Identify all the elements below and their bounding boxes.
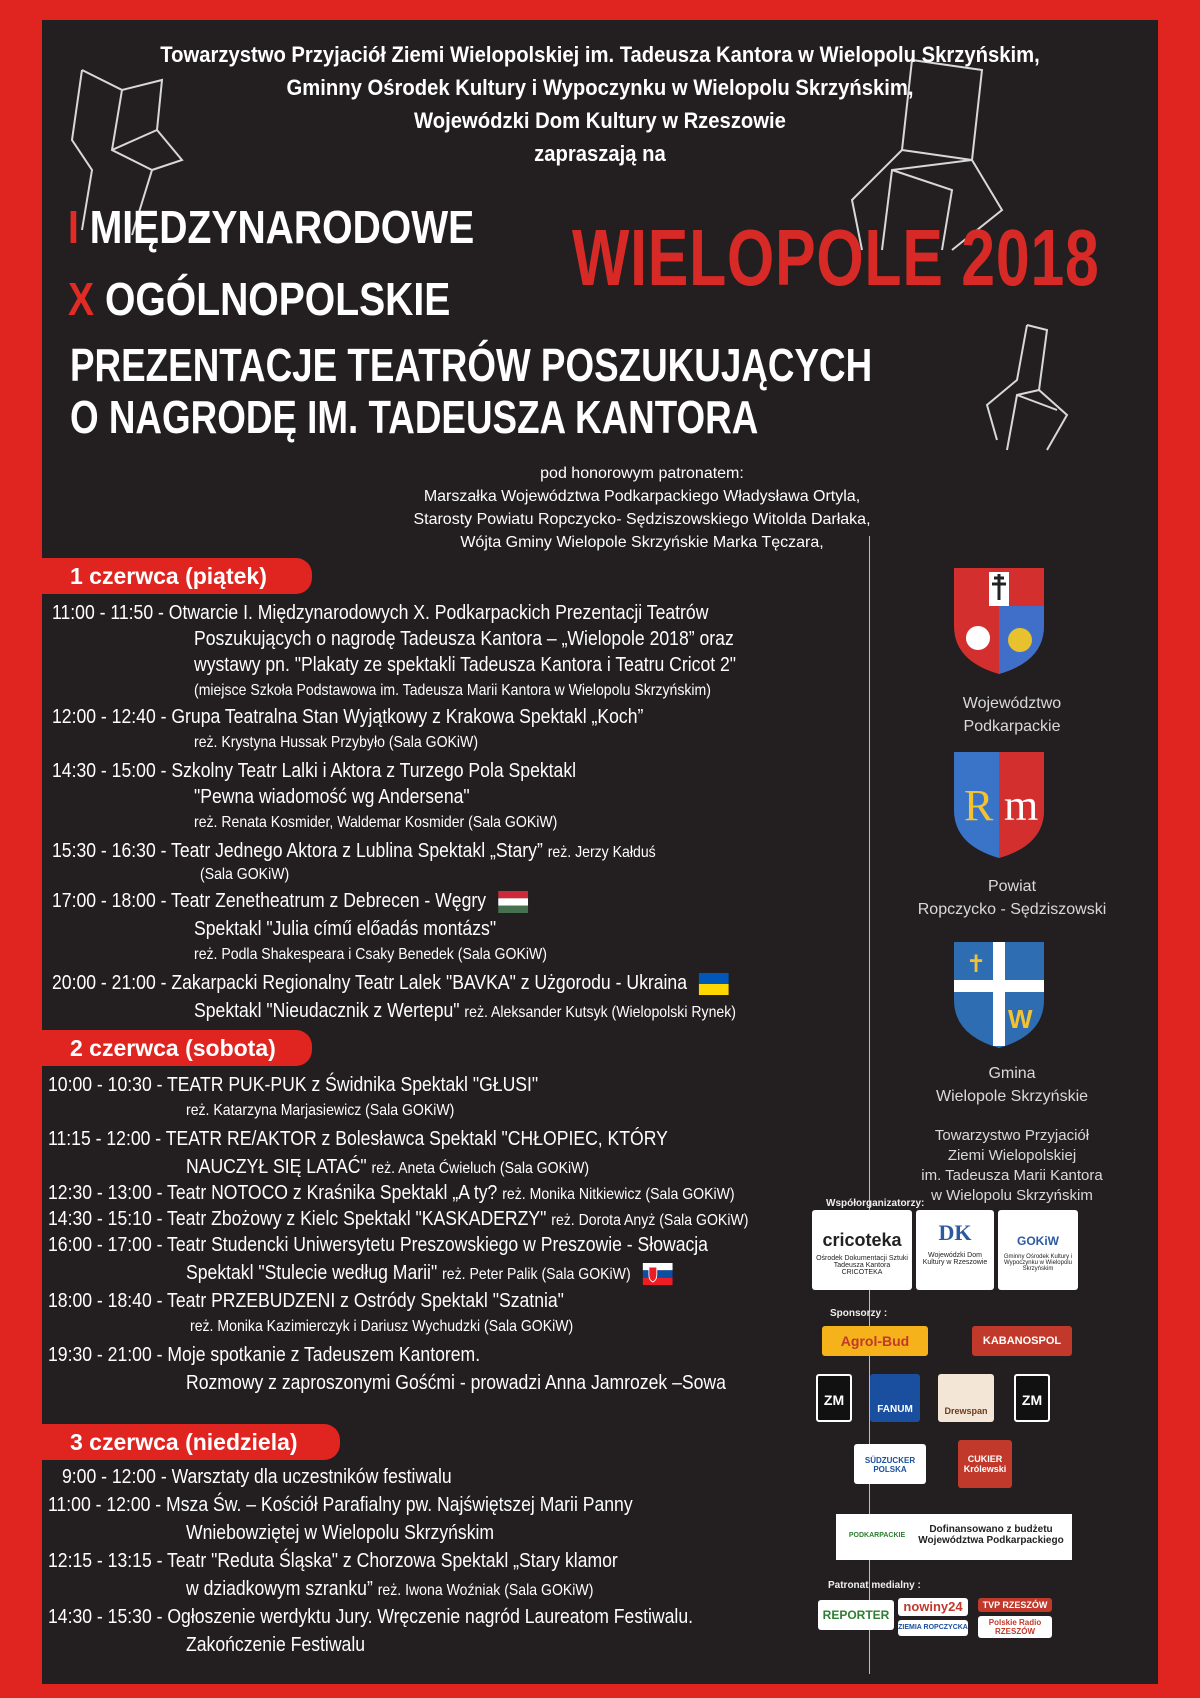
schedule-line: [52, 890, 528, 913]
caption-line: Towarzystwo Przyjaciół: [934, 1127, 1090, 1144]
schedule-line: 11:00 - 11:50 - Otwarcie I. Międzynarodowych X. Podkarpackich Prezentacji Teatrów: [52, 602, 709, 624]
schedule-line: 16:00 - 17:00 - Teatr Studencki Uniwersytetu Preszowskiego w Preszowie - Słowacja: [48, 1234, 708, 1256]
svg-text:R: R: [964, 781, 994, 830]
ziemia-ropczycka-logo: ZIEMIA ROPCZYCKA: [898, 1620, 968, 1636]
title-line-2: [68, 272, 450, 326]
schedule-line: Rozmowy z zaproszonymi Gośćmi - prowadzi Anna Jamrozek –Sowa: [186, 1372, 726, 1394]
caption-towarzystwo: [882, 1126, 1142, 1206]
caption-powiat: [882, 875, 1142, 921]
column-divider: [869, 536, 870, 1674]
schedule-line: [186, 1578, 593, 1601]
caption-line: Podkarpackie: [963, 718, 1061, 735]
schedule-text: 17:00 - 18:00 - Teatr Zenetheatrum z Debrecen - Węgry: [52, 890, 487, 912]
schedule-line: 10:00 - 10:30 - TEATR PUK-PUK z Świdnika Spektakl "GŁUSI": [48, 1074, 539, 1096]
zm-logo-2: ZM: [1014, 1374, 1050, 1422]
title-text: OGÓLNOPOLSKIE: [104, 273, 451, 325]
title-text: MIĘDZYNARODOWE: [89, 201, 475, 253]
nowiny24-logo: nowiny24: [898, 1598, 968, 1616]
logo-subtext: Ośrodek Dokumentacji Sztuki Tadeusza Kantora CRICOTEKA: [816, 1255, 908, 1276]
schedule-line: reż. Monika Kazimierczyk i Dariusz Wychudzki (Sala GOKiW): [190, 1318, 574, 1335]
svg-text:m: m: [1004, 781, 1039, 830]
tvp-rzeszow-logo: TVP RZESZÓW: [978, 1598, 1052, 1612]
caption-line: Województwo: [962, 695, 1062, 712]
kabanospol-logo: KABANOSPOL: [972, 1326, 1072, 1356]
schedule-text: NAUCZYŁ SIĘ LATAĆ": [186, 1156, 367, 1178]
organizer-line: zapraszają na: [534, 141, 666, 166]
schedule-text: 15:30 - 16:30 - Teatr Jednego Aktora z Lublina Spektakl „Stary”: [52, 840, 543, 862]
schedule-text: Spektakl "Nieudacznik z Wertepu": [194, 1000, 460, 1022]
caption-line: Gmina: [988, 1065, 1036, 1082]
day-heading: 3 czerwca (niedziela): [42, 1424, 340, 1460]
caption-line: im. Tadeusza Marii Kantora: [921, 1167, 1103, 1184]
schedule-line: Zakończenie Festiwalu: [186, 1634, 366, 1656]
organizer-line: Wojewódzki Dom Kultury w Rzeszowie: [414, 108, 786, 133]
cukier-krolewski-logo: CUKIER Królewski: [958, 1440, 1012, 1488]
caption-line: Ziemi Wielopolskiej: [947, 1147, 1077, 1164]
schedule-line: 9:00 - 12:00 - Warsztaty dla uczestników festiwalu: [62, 1466, 452, 1488]
schedule-line: [48, 1208, 748, 1231]
director-text: reż. Aneta Ćwieluch (Sala GOKiW): [371, 1160, 590, 1177]
schedule-line: [186, 1156, 589, 1179]
sponsors-label: Sponsorzy :: [830, 1308, 888, 1319]
coorganizers-label: Współorganizatorzy:: [826, 1198, 925, 1209]
schedule-text: 14:30 - 15:10 - Teatr Zbożowy z Kielc Spektakl "KASKADERZY": [48, 1208, 547, 1230]
patronage: [242, 462, 1042, 554]
svg-text:✝: ✝: [966, 951, 987, 978]
director-text: reż. Iwona Woźniak (Sala GOKiW): [377, 1582, 594, 1599]
gmina-coat-of-arms-icon: [952, 940, 1046, 1050]
polskie-radio-rzeszow-logo: Polskie Radio RZESZÓW: [978, 1616, 1052, 1638]
poster: [42, 20, 1158, 1684]
sudzucker-logo: SÜDZUCKER POLSKA: [854, 1444, 926, 1484]
schedule-line: 14:30 - 15:00 - Szkolny Teatr Lalki i Aktora z Turzego Pola Spektakl: [52, 760, 577, 782]
dofinansowano-text: Dofinansowano z budżetu Województwa Podkarpackiego: [918, 1524, 1064, 1546]
title-text: PREZENTACJE TEATRÓW POSZUKUJĄCYCH: [70, 339, 873, 391]
director-text: reż. Aleksander Kutsyk (Wielopolski Rynek): [464, 1004, 736, 1021]
zm-logo-1: ZM: [816, 1374, 852, 1422]
day-heading: 2 czerwca (sobota): [42, 1030, 312, 1066]
schedule-line: 14:30 - 15:30 - Ogłoszenie werdyktu Jury. Wręczenie nagród Laureatom Festiwalu.: [48, 1606, 694, 1628]
director-text: reż. Dorota Anyż (Sala GOKiW): [551, 1212, 749, 1229]
schedule-line: Spektakl "Julia című előadás montázs": [194, 918, 497, 940]
agrolbud-logo: Agrol-Bud: [822, 1326, 928, 1356]
day-heading: 1 czerwca (piątek): [42, 558, 312, 594]
podkarpackie-coat-of-arms-icon: [952, 566, 1046, 676]
patronage-line: Wójta Gminy Wielopole Skrzyńskie Marka Tęczara,: [460, 534, 824, 551]
schedule-text: Spektakl "Stulecie według Marii": [186, 1262, 438, 1284]
schedule-line: (Sala GOKiW): [200, 866, 290, 883]
caption-line: Powiat: [987, 878, 1037, 895]
schedule-line: 19:30 - 21:00 - Moje spotkanie z Tadeuszem Kantorem.: [48, 1344, 481, 1366]
schedule-line: [186, 1262, 673, 1285]
schedule-line: wystawy pn. "Plakaty ze spektakli Tadeusza Kantora i Teatru Cricot 2": [194, 654, 737, 676]
title-numeral-i: I: [68, 201, 79, 253]
organizer-line: Gminny Ośrodek Kultury i Wypoczynku w Wielopolu Skrzyńskim,: [286, 75, 914, 100]
schedule-line: Poszukujących o nagrodę Tadeusza Kantora – „Wielopole 2018” oraz: [194, 628, 734, 650]
caption-line: w Wielopolu Skrzyńskim: [931, 1187, 1093, 1204]
wdk-logo: [916, 1210, 994, 1290]
caption-line: Ropczycko - Sędziszowski: [917, 901, 1107, 918]
schedule-text: 12:30 - 13:00 - Teatr NOTOCO z Kraśnika Spektakl „A ty?: [48, 1182, 498, 1204]
schedule-line: [194, 1000, 736, 1023]
patronage-line: Starosty Powiatu Ropczycko- Sędziszowskiego Witolda Darłaka,: [413, 511, 871, 528]
schedule-line: [52, 972, 729, 995]
schedule-line: "Pewna wiadomość wg Andersena": [194, 786, 470, 808]
schedule-line: [52, 840, 656, 863]
fanum-logo: FANUM: [870, 1374, 920, 1422]
schedule-line: reż. Katarzyna Marjasiewicz (Sala GOKiW): [186, 1102, 455, 1119]
ukraine-flag-icon: [699, 973, 729, 995]
gokiw-logo: [998, 1210, 1078, 1290]
director-text: reż. Jerzy Kałduś: [547, 844, 656, 861]
patronage-line: Marszałka Województwa Podkarpackiego Władysława Ortyla,: [423, 488, 861, 505]
title-line-3: [70, 338, 872, 392]
hungary-flag-icon: [498, 891, 528, 913]
slovakia-flag-icon: [643, 1263, 673, 1285]
schedule-line: Wniebowziętej w Wielopolu Skrzyńskim: [186, 1522, 495, 1544]
schedule-line: 11:00 - 12:00 - Msza Św. – Kościół Parafialny pw. Najświętszej Marii Panny: [48, 1494, 633, 1516]
podkarpackie-logo: PODKARPACKIE: [848, 1532, 906, 1539]
title-line-1: [68, 200, 474, 254]
schedule-line: 11:15 - 12:00 - TEATR RE/AKTOR z Bolesławca Spektakl "CHŁOPIEC, KTÓRY: [48, 1128, 668, 1150]
schedule-line: 12:15 - 13:15 - Teatr "Reduta Śląska" z Chorzowa Spektakl „Stary klamor: [48, 1550, 618, 1572]
cricoteka-logo: [812, 1210, 912, 1290]
drewspan-logo: Drewspan: [938, 1374, 994, 1422]
event-name: WIELOPOLE 2018: [572, 213, 1100, 302]
director-text: reż. Monika Nitkiewicz (Sala GOKiW): [502, 1186, 735, 1203]
caption-line: Wielopole Skrzyńskie: [935, 1088, 1089, 1105]
logo-text: GOKiW: [1017, 1234, 1059, 1248]
title-line-4: [70, 390, 758, 444]
logo-text: cricoteka: [822, 1230, 902, 1250]
schedule-line: reż. Renata Kosmider, Waldemar Kosmider (Sala GOKiW): [194, 814, 558, 831]
organizer-line: Towarzystwo Przyjaciół Ziemi Wielopolskiej im. Tadeusza Kantora w Wielopolu Skrzyńskim,: [160, 42, 1040, 67]
schedule-line: [48, 1182, 735, 1205]
schedule-text: w dziadkowym szranku”: [186, 1578, 373, 1600]
patronage-line: pod honorowym patronatem:: [540, 465, 744, 482]
logo-subtext: Gminny Ośrodek Kultury i Wypoczynku w Wielopolu Skrzyńskim: [1003, 1254, 1073, 1272]
director-text: reż. Peter Palik (Sala GOKiW): [442, 1266, 631, 1283]
caption-gmina: [882, 1062, 1142, 1108]
schedule-line: reż. Podla Shakespeara i Csaky Benedek (Sala GOKiW): [194, 946, 547, 963]
chair-illustration-small: [977, 320, 1077, 460]
media-patronage-label: Patronat medialny :: [828, 1580, 921, 1591]
title-text: O NAGRODĘ IM. TADEUSZA KANTORA: [70, 391, 759, 443]
schedule-line: (miejsce Szkoła Podstawowa im. Tadeusza Marii Kantora w Wielopolu Skrzyńskim): [194, 682, 711, 699]
schedule-line: reż. Krystyna Hussak Przybyło (Sala GOKiW): [194, 734, 479, 751]
dofinansowano-box: [836, 1514, 1072, 1560]
organizers: [87, 38, 1114, 170]
schedule-line: 12:00 - 12:40 - Grupa Teatralna Stan Wyjątkowy z Krakowa Spektakl „Koch”: [52, 706, 644, 728]
caption-wojewodztwo: [882, 692, 1142, 738]
schedule-line: 18:00 - 18:40 - Teatr PRZEBUDZENI z Ostródy Spektakl "Szatnia": [48, 1290, 564, 1312]
reporter-logo: REPORTER: [818, 1600, 894, 1630]
wdk-mark: DK: [938, 1220, 972, 1245]
svg-text:W: W: [1008, 1004, 1033, 1034]
logo-subtext: Wojewódzki Dom Kultury w Rzeszowie: [922, 1252, 988, 1266]
powiat-coat-of-arms-icon: [952, 750, 1046, 860]
title-numeral-x: X: [68, 273, 95, 325]
schedule-text: 20:00 - 21:00 - Zakarpacki Regionalny Teatr Lalek "BAVKA" z Użgorodu - Ukraina: [52, 972, 688, 994]
